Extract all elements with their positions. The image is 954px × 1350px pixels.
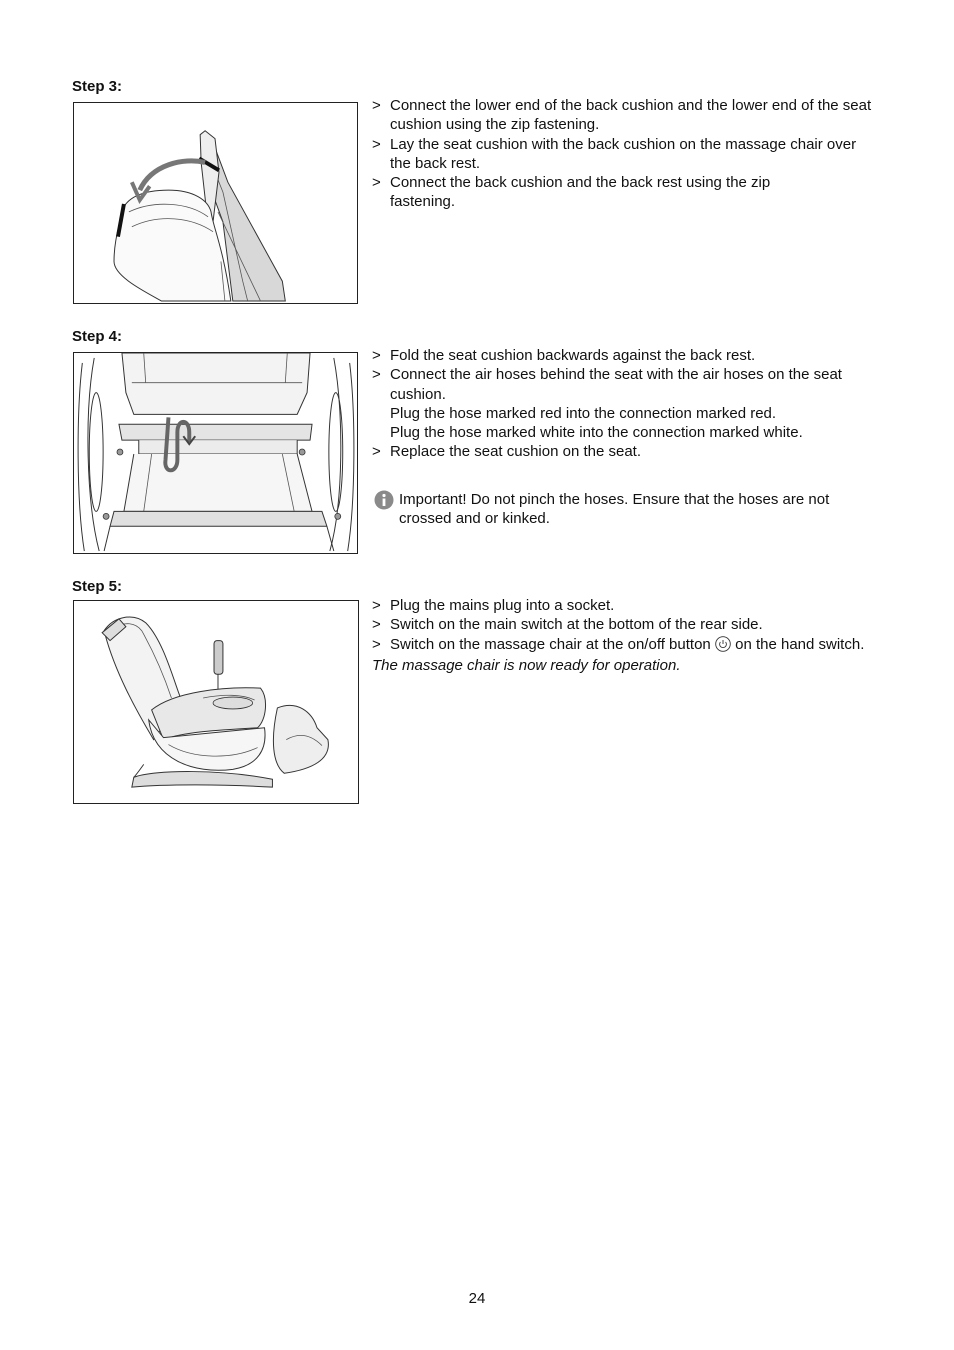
- step-5-bullet-2: [372, 615, 872, 634]
- bullet-text: Plug the mains plug into a socket.: [390, 597, 615, 614]
- step-5-title: Step 5:: [72, 578, 123, 595]
- important-note: [372, 490, 872, 529]
- step-3-bullet-1: [372, 96, 872, 135]
- bullet-mark: >: [372, 443, 381, 461]
- bullet-text: Lay the seat cushion with the back cushion on the massage chair over the back rest.: [390, 135, 857, 172]
- step-3-illustration: [73, 102, 358, 304]
- massage-chair-illustration: [74, 601, 358, 803]
- step-5-bullet-1: [372, 596, 872, 615]
- bullet-mark: >: [372, 97, 381, 114]
- bullet-text: Connect the air hoses behind the seat with the air hoses on the seat cushion.: [390, 366, 842, 403]
- step-3-bullet-3: [372, 173, 800, 212]
- info-icon: [374, 490, 394, 510]
- bullet-text: Connect the lower end of the back cushion and the lower end of the seat cushion using the zip fastening.: [390, 97, 872, 134]
- step-5-illustration: [73, 600, 359, 804]
- bullet-mark: >: [372, 635, 381, 653]
- bullet-text: Switch on the main switch at the bottom of the rear side.: [390, 616, 763, 634]
- bullet-text: Fold the seat cushion backwards against the back rest.: [390, 347, 756, 364]
- bullet-text-post: on the hand switch.: [735, 635, 865, 653]
- step-5-bullet-3: [372, 635, 872, 654]
- step-3-bullet-2: [372, 135, 872, 174]
- step-4-title: Step 4:: [72, 328, 123, 345]
- result-text: The massage chair is now ready for operation.: [372, 656, 681, 674]
- step-3-instructions: [372, 96, 872, 212]
- bullet-mark: >: [372, 347, 381, 364]
- step-4-subline-white: Plug the hose marked white into the connection marked white.: [390, 424, 803, 442]
- bullet-mark: >: [372, 597, 381, 614]
- bullet-mark: >: [372, 174, 381, 192]
- bullet-mark: >: [372, 135, 381, 153]
- step-4-illustration: [73, 352, 358, 554]
- air-hose-connection-illustration: [74, 353, 357, 553]
- step-4-instructions: [372, 346, 872, 528]
- bullet-mark: >: [372, 616, 381, 634]
- note-text: Important! Do not pinch the hoses. Ensure that the hoses are not crossed and or kinked.: [399, 490, 830, 528]
- power-icon: [715, 636, 731, 652]
- step-4-subline-red: Plug the hose marked red into the connection marked red.: [390, 404, 777, 422]
- step-4-bullet-3: [372, 442, 872, 461]
- bullet-text-pre: Switch on the massage chair at the on/off button: [390, 635, 711, 653]
- bullet-mark: >: [372, 366, 381, 384]
- bullet-text: Replace the seat cushion on the seat.: [390, 443, 642, 461]
- step-4-bullet-2: [372, 365, 870, 404]
- step-3-title: Step 3:: [72, 78, 123, 95]
- bullet-text: Connect the back cushion and the back rest using the zip fastening.: [390, 174, 771, 211]
- back-cushion-zip-illustration: [74, 103, 357, 303]
- page-number: 24: [468, 1290, 486, 1307]
- step-4-bullet-1: [372, 346, 872, 365]
- step-5-instructions: [372, 596, 872, 675]
